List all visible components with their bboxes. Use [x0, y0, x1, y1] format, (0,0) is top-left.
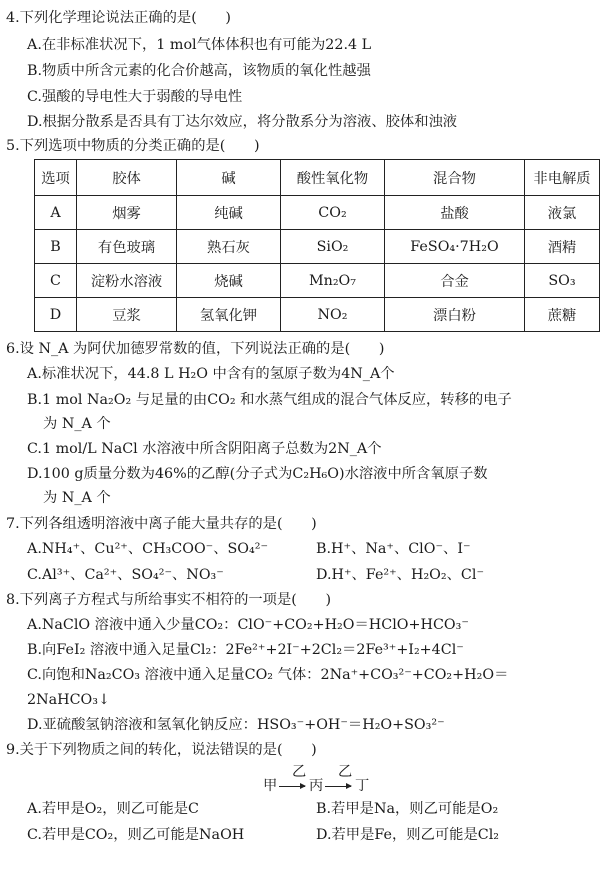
- q8-option-a: A.NaClO 溶液中通入少量CO₂：ClO⁻+CO₂+H₂O＝HClO+HCO₃⁻: [27, 617, 469, 633]
- header-cell: 酸性氧化物: [281, 160, 385, 196]
- scheme-bing: 丙: [309, 778, 324, 794]
- table-row: [35, 230, 600, 264]
- scheme-arrow-1: [279, 786, 305, 787]
- q7-option-d: D.H⁺、Fe²⁺、H₂O₂、Cl⁻: [316, 567, 484, 583]
- q9-stem: 9.关于下列物质之间的转化，说法错误的是( ): [6, 742, 317, 758]
- table-cell: 豆浆: [77, 298, 177, 332]
- q6-option-b-line2: 为 N_A 个: [43, 416, 111, 432]
- q8-option-c-line1: C.向饱和Na₂CO₃ 溶液中通入足量CO₂ 气体：2Na⁺+CO₃²⁻+CO₂+H₂O＝: [27, 667, 509, 683]
- table-cell: 蔗糖: [525, 298, 600, 332]
- q7-stem: 7.下列各组透明溶液中离子能大量共存的是( ): [6, 516, 317, 532]
- table-row: [35, 196, 600, 230]
- q7-option-c: C.Al³⁺、Ca²⁺、SO₄²⁻、NO₃⁻: [27, 567, 224, 583]
- conversion-scheme: [263, 764, 383, 800]
- q8-option-b: B.向FeI₂ 溶液中通入足量Cl₂：2Fe²⁺+2I⁻+2Cl₂＝2Fe³⁺+I₂+4Cl⁻: [27, 642, 464, 658]
- table-header-row: [35, 160, 600, 196]
- table-cell: 淀粉水溶液: [77, 264, 177, 298]
- table-cell: 液氯: [525, 196, 600, 230]
- q7-option-b: B.H⁺、Na⁺、ClO⁻、I⁻: [316, 541, 471, 557]
- table-cell: C: [35, 264, 77, 298]
- q6-option-c: C.1 mol/L NaCl 水溶液中所含阴阳离子总数为2N_A个: [27, 441, 382, 457]
- scheme-arrow-2: [325, 786, 351, 787]
- q5-stem: 5.下列选项中物质的分类正确的是( ): [6, 138, 260, 154]
- q4-option-a: A.在非标准状况下，1 mol气体体积也有可能为22.4 L: [27, 37, 372, 53]
- table-row: [35, 264, 600, 298]
- q8-stem: 8.下列离子方程式与所给事实不相符的一项是( ): [6, 592, 332, 608]
- classification-table: [34, 159, 600, 332]
- table-cell: 漂白粉: [385, 298, 525, 332]
- scheme-jia: 甲: [263, 778, 278, 794]
- header-cell: 胶体: [77, 160, 177, 196]
- table-cell: A: [35, 196, 77, 230]
- q6-option-d-line2: 为 N_A 个: [43, 490, 111, 506]
- scheme-ding: 丁: [355, 778, 370, 794]
- q6-option-a: A.标准状况下，44.8 L H₂O 中含有的氢原子数为4N_A个: [27, 366, 395, 382]
- table-cell: FeSO₄·7H₂O: [385, 230, 525, 264]
- q8-option-d: D.亚硫酸氢钠溶液和氢氧化钠反应：HSO₃⁻+OH⁻＝H₂O+SO₃²⁻: [27, 717, 445, 733]
- q4-option-c: C.强酸的导电性大于弱酸的导电性: [27, 89, 243, 105]
- table-cell: 氢氧化钾: [177, 298, 281, 332]
- table-cell: SiO₂: [281, 230, 385, 264]
- table-cell: 烧碱: [177, 264, 281, 298]
- table-cell: 烟雾: [77, 196, 177, 230]
- q6-stem: 6.设 N_A 为阿伏加德罗常数的值，下列说法正确的是( ): [6, 341, 385, 357]
- header-cell: 选项: [35, 160, 77, 196]
- q6-option-b-line1: B.1 mol Na₂O₂ 与足量的由CO₂ 和水蒸气组成的混合气体反应，转移的电子: [27, 392, 512, 408]
- table-cell: 合金: [385, 264, 525, 298]
- header-cell: 非电解质: [525, 160, 600, 196]
- table-cell: 熟石灰: [177, 230, 281, 264]
- q9-option-b: B.若甲是Na，则乙可能是O₂: [316, 801, 499, 817]
- scheme-reagent-yi-2: 乙: [338, 764, 353, 780]
- q6-option-d-line1: D.100 g质量分数为46%的乙醇(分子式为C₂H₆O)水溶液中所含氧原子数: [27, 466, 488, 482]
- table-cell: 盐酸: [385, 196, 525, 230]
- table-cell: 有色玻璃: [77, 230, 177, 264]
- table-cell: Mn₂O₇: [281, 264, 385, 298]
- header-cell: 碱: [177, 160, 281, 196]
- table-cell: CO₂: [281, 196, 385, 230]
- table-cell: NO₂: [281, 298, 385, 332]
- table-row: [35, 298, 600, 332]
- q4-option-b: B.物质中所含元素的化合价越高，该物质的氧化性越强: [27, 63, 371, 79]
- header-cell: 混合物: [385, 160, 525, 196]
- table-cell: SO₃: [525, 264, 600, 298]
- table-cell: 酒精: [525, 230, 600, 264]
- q9-option-a: A.若甲是O₂，则乙可能是C: [27, 801, 199, 817]
- q7-option-a: A.NH₄⁺、Cu²⁺、CH₃COO⁻、SO₄²⁻: [27, 541, 269, 557]
- scheme-reagent-yi-1: 乙: [292, 764, 307, 780]
- q9-option-d: D.若甲是Fe，则乙可能是Cl₂: [316, 827, 500, 843]
- q8-option-c-line2: 2NaHCO₃↓: [27, 692, 110, 708]
- q4-stem: 4.下列化学理论说法正确的是( ): [6, 10, 231, 26]
- table-cell: D: [35, 298, 77, 332]
- table-cell: B: [35, 230, 77, 264]
- q4-option-d: D.根据分散系是否具有丁达尔效应，将分散系分为溶液、胶体和浊液: [27, 114, 458, 130]
- table-cell: 纯碱: [177, 196, 281, 230]
- q9-option-c: C.若甲是CO₂，则乙可能是NaOH: [27, 827, 245, 843]
